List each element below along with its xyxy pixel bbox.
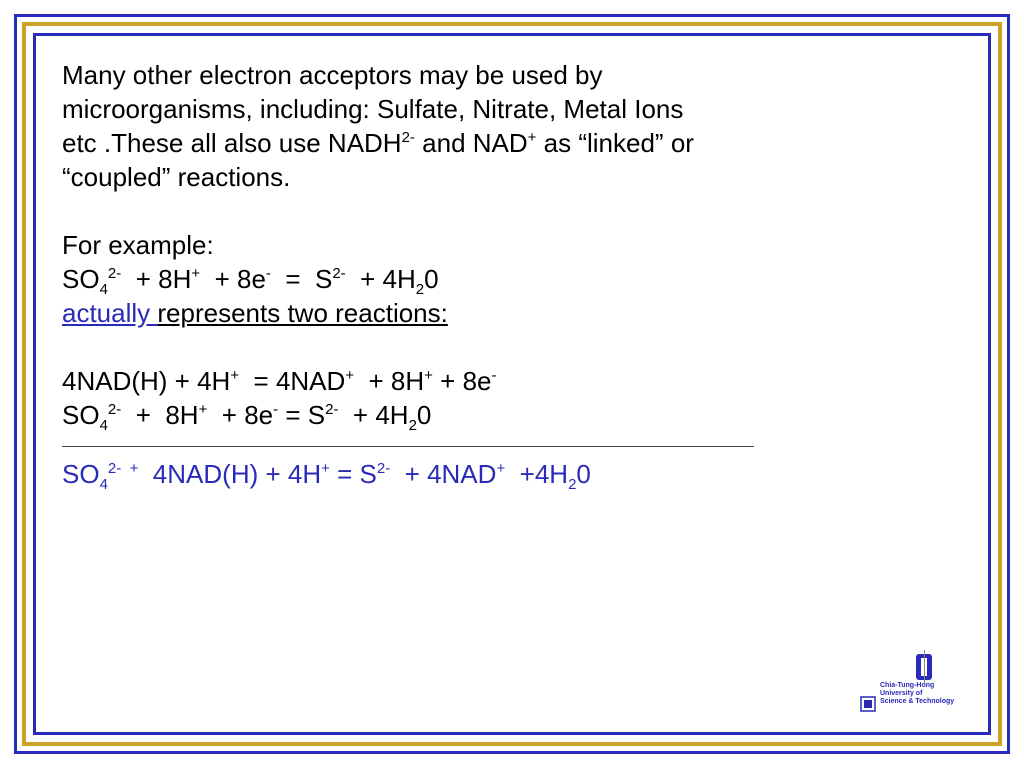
superscript: -	[265, 265, 271, 282]
slide-body	[62, 58, 942, 491]
university-emblem-icon	[914, 650, 934, 684]
eq-text: SO	[62, 459, 100, 489]
subscript: 2	[568, 476, 577, 493]
actually-link[interactable]: actually	[62, 298, 158, 328]
net-reaction	[62, 457, 942, 491]
subscript: 2	[415, 281, 425, 298]
eq-text: + 4H	[345, 264, 416, 294]
eq-text: +4H	[505, 459, 569, 489]
superscript: +	[321, 460, 330, 477]
eq-text: + 8e	[207, 400, 274, 430]
eq-text: = 4NAD	[239, 366, 346, 396]
eq-text: + 8H	[121, 264, 192, 294]
intro-text: as “linked” or	[536, 128, 694, 158]
eq-text: + 4H	[338, 400, 409, 430]
eq-text: 0	[424, 264, 439, 294]
eq-text: = S	[278, 400, 326, 430]
superscript: 2-	[107, 401, 122, 418]
intro-text: etc .These all also use NADH	[62, 128, 402, 158]
subscript: 4	[99, 476, 108, 493]
superscript: +	[230, 367, 240, 384]
logo-line: Science & Technology	[880, 698, 955, 705]
superscript: 2-	[325, 401, 339, 418]
intro-line-3	[62, 126, 942, 160]
superscript: -	[273, 401, 279, 418]
reaction-nad	[62, 364, 942, 398]
superscript: +	[345, 367, 355, 384]
eq-text: + 8H	[121, 400, 199, 430]
eq-text: 4NAD(H) + 4H	[62, 366, 231, 396]
superscript: 2-	[107, 265, 122, 282]
eq-text: + 8e	[432, 366, 492, 396]
eq-text: + 8e	[200, 264, 266, 294]
superscript: +	[496, 460, 506, 477]
eq-text: + 4NAD	[390, 459, 497, 489]
eq-text: 0	[576, 459, 591, 489]
logo-line: University of	[880, 690, 923, 697]
superscript: 2-	[401, 129, 415, 146]
university-logo	[858, 650, 966, 722]
eq-text: SO	[62, 400, 100, 430]
superscript: +	[527, 129, 537, 146]
eq-text: = S	[329, 459, 377, 489]
superscript: +	[198, 401, 208, 418]
seal-icon	[860, 696, 876, 712]
subscript: 4	[99, 417, 108, 434]
subscript: 2	[408, 417, 417, 434]
sum-divider-line	[62, 434, 754, 447]
superscript: +	[424, 367, 433, 384]
actually-line	[62, 296, 942, 330]
eq-text: = S	[270, 264, 333, 294]
eq-text: + 8H	[354, 366, 425, 396]
actually-rest: represents two reactions:	[157, 298, 448, 328]
university-name	[880, 682, 954, 706]
eq-text: SO	[62, 264, 100, 294]
superscript: +	[191, 265, 201, 282]
eq-text: 4NAD(H) + 4H	[138, 459, 322, 489]
intro-line-1: Many other electron acceptors may be used by	[62, 60, 603, 90]
intro-line-4: “coupled” reactions.	[62, 162, 291, 192]
subscript: 4	[99, 281, 108, 298]
superscript: 2-	[376, 460, 391, 477]
logo-line: Chia-Tung-Hong	[880, 682, 935, 689]
eq-text: 0	[416, 400, 432, 430]
superscript: -	[491, 367, 497, 384]
superscript: 2-	[332, 265, 346, 282]
reaction-sulfate	[62, 398, 942, 432]
intro-text: and NAD	[414, 128, 528, 158]
intro-line-2: microorganisms, including: Sulfate, Nitrate, Metal Ions	[62, 94, 684, 124]
example-label: For example:	[62, 230, 214, 260]
overall-equation	[62, 262, 942, 296]
superscript: 2- +	[107, 460, 139, 477]
